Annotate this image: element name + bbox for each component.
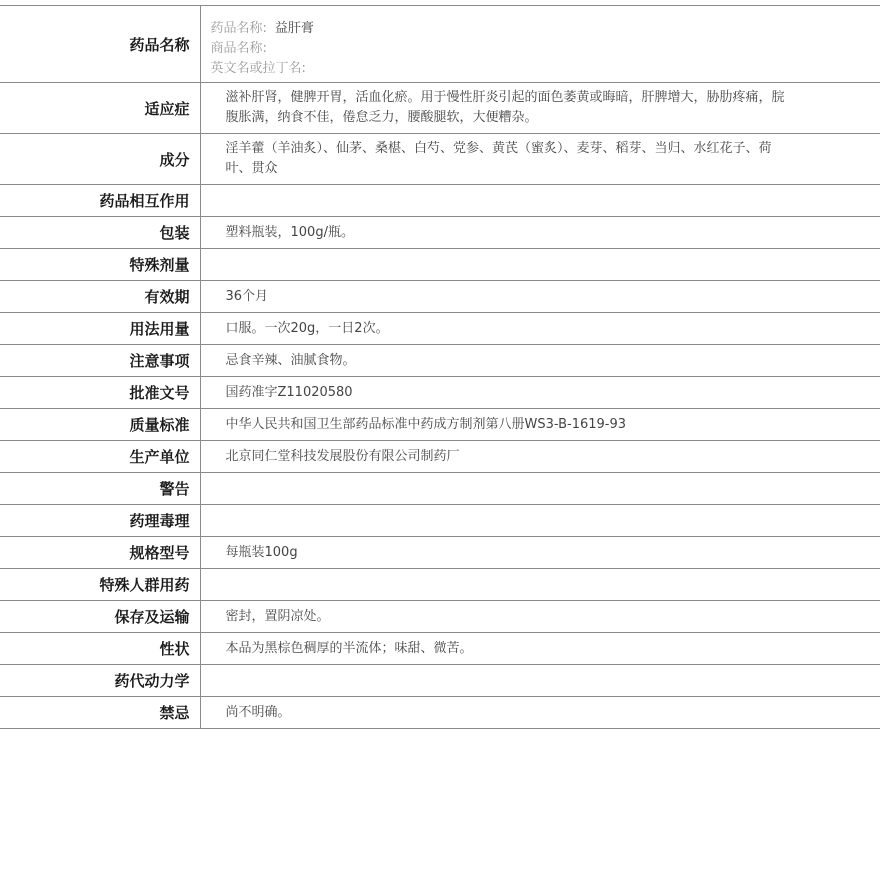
english-name-label: 英文名或拉丁名: <box>210 61 306 76</box>
table-row-storage <box>0 601 880 633</box>
row-value-interactions <box>200 185 880 217</box>
row-label-manufacturer: 生产单位 <box>0 441 200 473</box>
trade-name-label: 商品名称: <box>210 41 267 56</box>
row-value-storage: 密封，置阴凉处。 <box>200 601 880 633</box>
drug-info-table <box>0 5 880 729</box>
row-label-indications: 适应症 <box>0 83 200 134</box>
row-label-special-populations: 特殊人群用药 <box>0 569 200 601</box>
table-row-pharmacokinetics <box>0 665 880 697</box>
table-row-special-populations <box>0 569 880 601</box>
table-row-quality-standard <box>0 409 880 441</box>
row-value-contraindications: 尚不明确。 <box>200 697 880 729</box>
row-value-appearance: 本品为黑棕色稠厚的半流体；味甜、微苦。 <box>200 633 880 665</box>
row-value-quality-standard: 中华人民共和国卫生部药品标准中药成方制剂第八册WS3-B-1619-93 <box>200 409 880 441</box>
row-label-pharmacology: 药理毒理 <box>0 505 200 537</box>
row-value-manufacturer: 北京同仁堂科技发展股份有限公司制药厂 <box>200 441 880 473</box>
row-value-indications: 滋补肝肾，健脾开胃，活血化瘀。用于慢性肝炎引起的面色萎黄或晦暗，肝脾增大，胁肋疼痛，脘腹胀满，纳食不佳，倦怠乏力，腰酸腿软，大便糟杂。 <box>200 83 880 134</box>
row-value-precautions: 忌食辛辣、油腻食物。 <box>200 345 880 377</box>
row-label-special-dosage: 特殊剂量 <box>0 249 200 281</box>
row-value-specification: 每瓶装100g <box>200 537 880 569</box>
row-label-specification: 规格型号 <box>0 537 200 569</box>
row-label-interactions: 药品相互作用 <box>0 185 200 217</box>
table-row-special-dosage <box>0 249 880 281</box>
row-label-warning: 警告 <box>0 473 200 505</box>
table-row-contraindications <box>0 697 880 729</box>
generic-name-value: 益肝膏 <box>274 21 314 36</box>
row-value-packaging: 塑料瓶装，100g/瓶。 <box>200 217 880 249</box>
table-row-specification <box>0 537 880 569</box>
row-label-quality-standard: 质量标准 <box>0 409 200 441</box>
row-label-shelf-life: 有效期 <box>0 281 200 313</box>
table-row-interactions <box>0 185 880 217</box>
table-row-warning <box>0 473 880 505</box>
table-row-indications <box>0 83 880 134</box>
drug-name-block <box>200 6 880 83</box>
row-value-pharmacokinetics <box>200 665 880 697</box>
table-row-appearance <box>0 633 880 665</box>
table-row-usage <box>0 313 880 345</box>
generic-name-label: 药品名称: <box>210 21 267 36</box>
row-label-precautions: 注意事项 <box>0 345 200 377</box>
table-row-approval-number <box>0 377 880 409</box>
row-value-warning <box>200 473 880 505</box>
generic-name-line <box>211 19 791 39</box>
row-label-contraindications: 禁忌 <box>0 697 200 729</box>
row-value-special-populations <box>200 569 880 601</box>
trade-name-line <box>211 39 791 59</box>
table-row-shelf-life <box>0 281 880 313</box>
row-value-ingredients: 淫羊藿（羊油炙）、仙茅、桑椹、白芍、党参、黄芪（蜜炙）、麦芽、稻芽、当归、水红花子、荷叶、贯众 <box>200 134 880 185</box>
row-label-drug-name: 药品名称 <box>0 6 200 83</box>
table-row-pharmacology <box>0 505 880 537</box>
table-row-precautions <box>0 345 880 377</box>
row-label-packaging: 包装 <box>0 217 200 249</box>
table-row-packaging <box>0 217 880 249</box>
row-label-pharmacokinetics: 药代动力学 <box>0 665 200 697</box>
table-row-drug-name <box>0 6 880 83</box>
row-value-special-dosage <box>200 249 880 281</box>
row-label-appearance: 性状 <box>0 633 200 665</box>
english-name-line <box>211 59 791 79</box>
row-label-storage: 保存及运输 <box>0 601 200 633</box>
table-row-ingredients <box>0 134 880 185</box>
row-value-approval-number: 国药准字Z11020580 <box>200 377 880 409</box>
row-label-approval-number: 批准文号 <box>0 377 200 409</box>
row-label-ingredients: 成分 <box>0 134 200 185</box>
table-row-manufacturer <box>0 441 880 473</box>
row-value-usage: 口服。一次20g，一日2次。 <box>200 313 880 345</box>
row-label-usage: 用法用量 <box>0 313 200 345</box>
row-value-pharmacology <box>200 505 880 537</box>
row-value-shelf-life: 36个月 <box>200 281 880 313</box>
